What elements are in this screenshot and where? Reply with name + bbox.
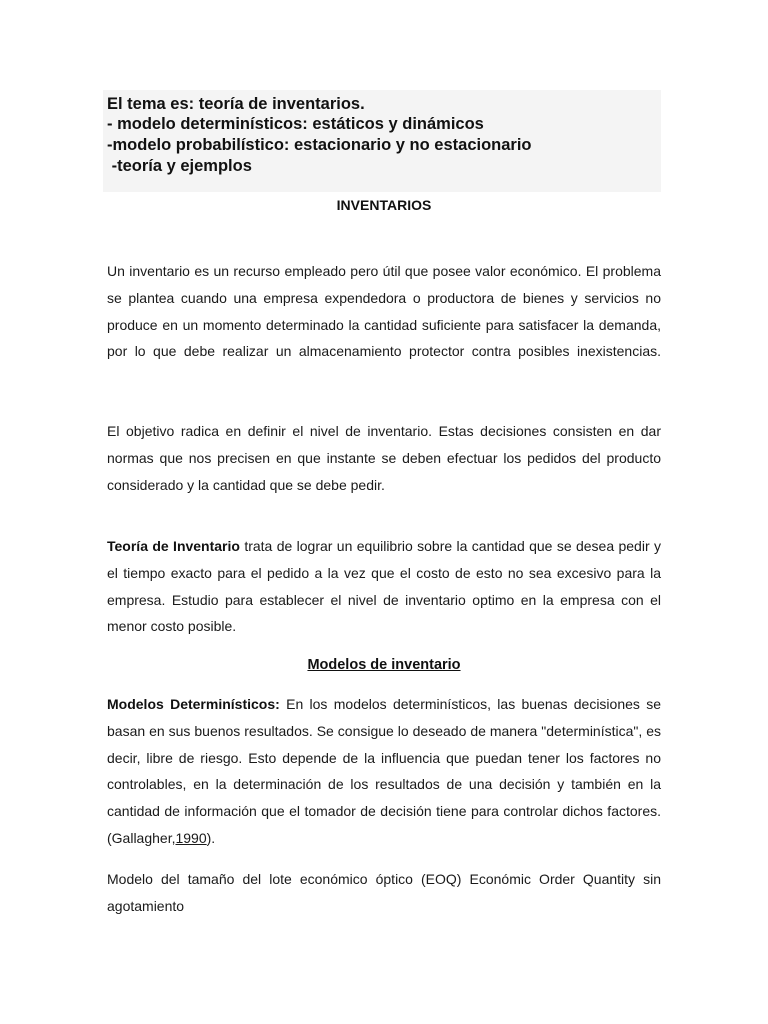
paragraph-4-tail: ). (206, 829, 216, 846)
term-teoria-inventario: Teoría de Inventario (107, 538, 240, 554)
header-line-3: -modelo probabilístico: estacionario y no estacionario (107, 136, 532, 154)
document-title: INVENTARIOS (336, 197, 432, 213)
paragraph-eoq (107, 866, 661, 920)
paragraph-modelos-deterministicos (107, 691, 661, 852)
paragraph-2-text: El objetivo radica en definir el nivel de inventario. Estas decisiones consisten en dar normas que nos precisen en que instante se deben efectuar los pedidos del producto considerado y la cantidad que se debe pedir. (107, 423, 661, 493)
paragraph-inventario-definicion (107, 258, 661, 393)
citation-year-link[interactable]: 1990 (175, 829, 207, 846)
paragraph-4-text: En los modelos determinísticos, las buenas decisiones se basan en sus buenos resultados. Se consigue lo deseado de manera "determinística", es decir, libre de riesgo. Esto depende de la influencia que puedan tener los factores no controlables, en la determinación de los resultados de una decisión y también en la cantidad de información que el tomador de decisión tiene para controlar dichos factores. (Gallagher, (107, 696, 661, 846)
paragraph-1-text: Un inventario es un recurso empleado pero útil que posee valor económico. El problema se plantea cuando una empresa expendedora o productora de bienes y servicios no produce en un momento determinado la cantidad suficiente para satisfacer la demanda, por lo que debe realizar un almacenamiento protector contra posibles inexistencias. (107, 263, 661, 360)
section-title-text: Modelos de inventario (307, 657, 461, 673)
paragraph-3-text: trata de lograr un equilibrio sobre la cantidad que se desea pedir y el tiempo exacto para el pedido a la vez que el costo de esto no sea excesivo para la empresa. Estudio para establecer el nivel de inventario optimo en la empresa con el menor costo posible. (107, 538, 661, 635)
section-title (0, 655, 768, 675)
header-line-4: -teoría y ejemplos (107, 157, 252, 175)
term-modelos-deterministicos: Modelos Determinísticos: (107, 696, 280, 712)
header-line-2: - modelo determinísticos: estáticos y dinámicos (107, 115, 484, 133)
header-line-1: El tema es: teoría de inventarios. (107, 95, 365, 113)
paragraph-objetivo (107, 418, 661, 498)
paragraph-5-text: Modelo del tamaño del lote económico óptico (EOQ) Económic Order Quantity sin agotamiento (107, 871, 661, 914)
paragraph-teoria-inventario (107, 533, 661, 640)
